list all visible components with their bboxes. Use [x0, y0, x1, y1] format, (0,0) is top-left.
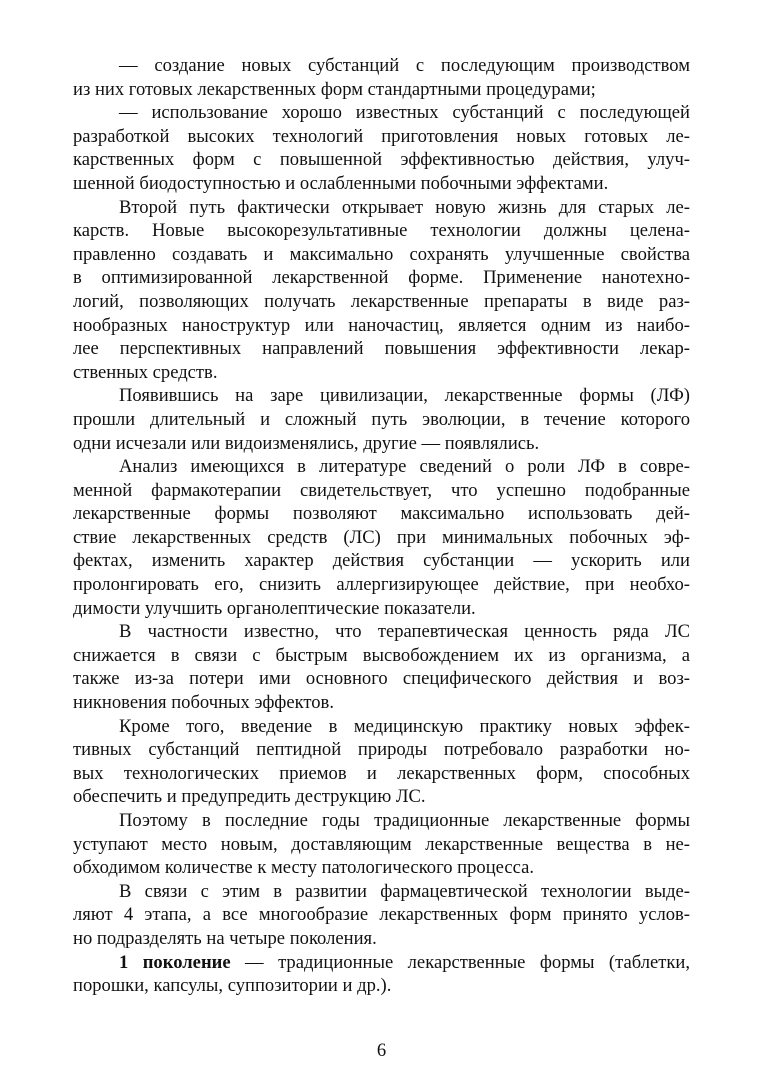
text-line: снижается в связи с быстрым высвобождением их из организма, а — [73, 644, 690, 666]
text-line: обеспечить и предупредить деструкцию ЛС. — [73, 786, 426, 808]
text-line: фектах, изменить характер действия субстанции — ускорить или — [73, 550, 690, 572]
paragraph-8 — [73, 809, 690, 880]
text-line: порошки, капсулы, суппозитории и др.). — [73, 975, 392, 997]
text-line: лекарственные формы позволяют максимально использовать дей- — [73, 503, 690, 525]
text-line: из них готовых лекарственных форм стандартными процедурами; — [73, 78, 596, 100]
text-line: тивных субстанций пептидной природы потребовало разработки но- — [73, 739, 690, 761]
paragraph-1 — [73, 54, 690, 101]
text-line: — создание новых субстанций с последующим производством — [119, 55, 690, 76]
text-line: также из-за потери ими основного специфического действия и воз- — [73, 668, 690, 690]
paragraph-6 — [73, 620, 690, 714]
text-line: разработкой высоких технологий приготовления новых готовых ле- — [73, 125, 690, 147]
text-line: в оптимизированной лекарственной форме. Применение нанотехно- — [73, 267, 690, 289]
text-line: пролонгировать его, снизить аллергизирующее действие, при необхо- — [73, 574, 690, 596]
paragraph-generation-1 — [73, 951, 690, 998]
text-line: ственных средств. — [73, 361, 218, 383]
page-body — [73, 54, 690, 998]
text-line: уступают место новым, доставляющим лекарственные вещества в не- — [73, 833, 690, 855]
text-line: никновения побочных эффектов. — [73, 692, 334, 714]
text-line: одни исчезали или видоизменялись, другие — появлялись. — [73, 432, 540, 454]
text-line: Поэтому в последние годы традиционные лекарственные формы — [119, 810, 690, 831]
text-line: — использование хорошо известных субстанций с последующей — [119, 102, 690, 124]
text-line: Появившись на заре цивилизации, лекарственные формы (ЛФ) — [119, 385, 690, 407]
generation-description: — традиционные лекарственные формы (таблетки, — [230, 951, 690, 973]
text-line: прошли длительный и сложный путь эволюции, в течение которого — [73, 408, 690, 430]
text-line: В частности известно, что терапевтическая ценность ряда ЛС — [119, 621, 690, 643]
text-line: но подразделять на четыре поколения. — [73, 927, 377, 949]
text-line: лее перспективных направлений повышения эффективности лекар- — [73, 338, 690, 360]
text-line — [73, 951, 690, 975]
text-line: вых технологических приемов и лекарственных форм, способных — [73, 762, 690, 784]
text-line: шенной биодоступностью и ослабленными побочными эффектами. — [73, 172, 609, 194]
text-line: карств. Новые высокорезультативные технологии должны целена- — [73, 220, 690, 242]
text-line: нообразных наноструктур или наночастиц, является одним из наибо- — [73, 314, 690, 336]
text-line: ляют 4 этапа, а все многообразие лекарственных форм принято услов- — [73, 904, 690, 926]
text-line: Кроме того, введение в медицинскую практику новых эффек- — [119, 715, 690, 737]
text-line: карственных форм с повышенной эффективностью действия, улуч- — [73, 149, 690, 171]
text-line: правленно создавать и максимально сохранять улучшенные свойства — [73, 243, 690, 265]
text-line: димости улучшить органолептические показатели. — [73, 597, 476, 619]
text-line: менной фармакотерапии свидетельствует, что успешно подобранные — [73, 479, 690, 501]
paragraph-3 — [73, 196, 690, 385]
paragraph-7 — [73, 715, 690, 809]
page-number: 6 — [376, 1040, 387, 1061]
text-line: обходимом количестве к месту патологического процесса. — [73, 857, 535, 879]
paragraph-9 — [73, 880, 690, 951]
text-line: логий, позволяющих получать лекарственные препараты в виде раз- — [73, 290, 690, 312]
text-line: Анализ имеющихся в литературе сведений о роли ЛФ в совре- — [119, 456, 690, 478]
paragraph-5 — [73, 455, 690, 620]
paragraph-4 — [73, 384, 690, 455]
generation-term: 1 поколение — [119, 951, 231, 973]
text-line: В связи с этим в развитии фармацевтической технологии выде- — [119, 880, 690, 902]
text-line: ствие лекарственных средств (ЛС) при минимальных побочных эф- — [73, 526, 690, 548]
text-line: Второй путь фактически открывает новую жизнь для старых ле- — [119, 196, 690, 218]
paragraph-2 — [73, 101, 690, 195]
